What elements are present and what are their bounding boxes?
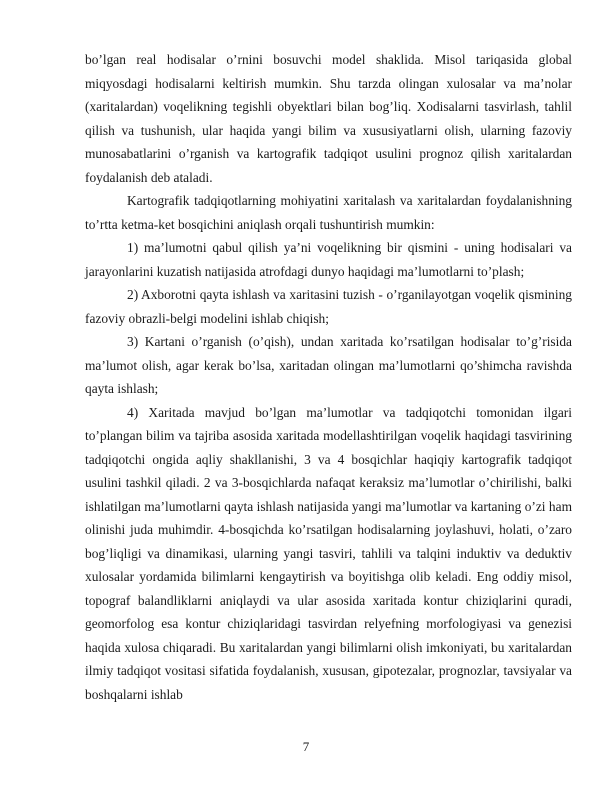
- paragraph-map-usage-definition: bo’lgan real hodisalar o’rnini bosuvchi model shaklida. Misol tariqasida global miqyosdagi hodisalarni keltirish mumkin. Shu tarzda olingan xulosalar va ma’nolar (xaritalardan) voqelikning tegishli obyektlari bilan bog’liq. Xodisalarni tasvirlash, tahlil qilish va tushunish, ular haqida yangi bilim va xususiyatlarni olish, ularning fazoviy munosabatlarini o’rganish va kartografik tadqiqot usulini prognoz qilish xaritalardan foydalanish deb ataladi.: [85, 52, 572, 185]
- paragraph-stage-4: 4) Xaritada mavjud bo’lgan ma’lumotlar va tadqiqotchi tomonidan ilgari to’plangan bilim va tajriba asosida xaritada modellashtirilgan voqelik haqidagi tasvirining tadqiqotchi ongida aqliy shakllanishi, 3 va 4 bosqichlar haqiqiy kartografik tadqiqot usulini tashkil qiladi. 2 va 3-bosqichlarda nafaqat keraksiz ma’lumotlar o’chirilishi, balki ishlatilgan ma’lumotlarni qayta ishlash natijasida yangi ma’lumotlar va kartaning o’zi ham olinishi juda muhimdir. 4-bosqichda ko’rsatilgan hodisalarning joylashuvi, holati, o’zaro bog’liqligi va dinamikasi, ularning yangi tasviri, tahlili va talqini induktiv va deduktiv xulosalar yordamida bilimlarni kengaytirish va boyitishga olib keladi. Eng oddiy misol, topograf balandliklarni aniqlaydi va ular asosida xaritada kontur chiziqlarini quradi, geomorfolog esa kontur chiziqlaridagi tasvirdan relyefning morfologiyasi va genezisi haqida xulosa chiqaradi. Bu xaritalardan yangi bilimlarni olish imkoniyati, bu xaritalardan ilmiy tadqiqot vositasi sifatida foydalanish, xususan, gipotezalar, prognozlar, tavsiyalar va boshqalarni ishlab: [85, 404, 572, 702]
- paragraph-research-stages-intro: Kartografik tadqiqotlarning mohiyatini xaritalash va xaritalardan foydalanishning to’rtta ketma-ket bosqichini aniqlash orqali tushuntirish mumkin:: [85, 193, 572, 232]
- paragraph-stage-1: 1) ma’lumotni qabul qilish ya’ni voqelikning bir qismini - uning hodisalari va jarayonlarini kuzatish natijasida atrofdagi dunyo haqidagi ma’lumotlarni to’plash;: [85, 240, 572, 279]
- paragraph-stage-3: 3) Kartani o’rganish (o’qish), undan xaritada ko’rsatilgan hodisalar to’g’risida ma’lumot olish, agar kerak bo’lsa, xaritadan olingan ma’lumotlarni qo’shimcha ravishda qayta ishlash;: [85, 334, 572, 396]
- paragraph-stage-2: 2) Axborotni qayta ishlash va xaritasini tuzish - o’rganilayotgan voqelik qismining fazoviy obrazli-belgi modelini ishlab chiqish;: [85, 287, 572, 326]
- page-number: 7: [302, 739, 310, 754]
- document-body: [85, 48, 572, 706]
